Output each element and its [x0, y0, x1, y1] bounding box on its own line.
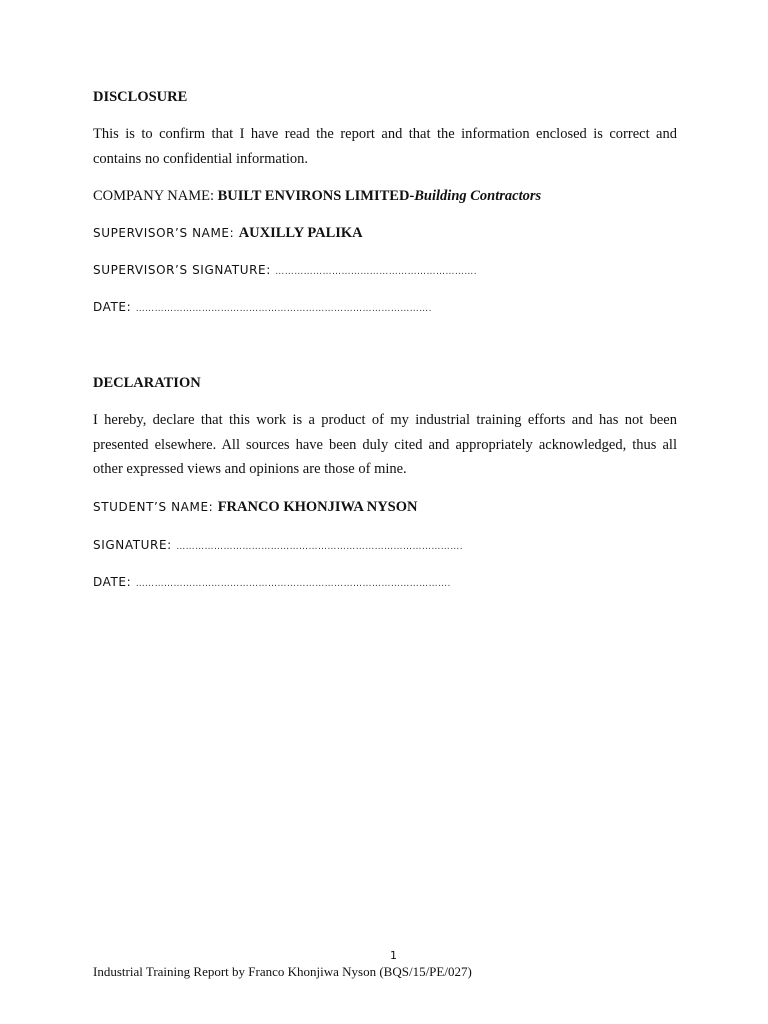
supervisor-name-label: SUPERVISOR’S NAME:: [93, 226, 239, 240]
company-name-value: BUILT ENVIRONS LIMITED-: [217, 188, 415, 204]
declaration-paragraph: I hereby, declare that this work is a product of my industrial training efforts and has not been presented elsewhere. All sources have been duly cited and appropriately acknowledged, thus all other expressed views and opinions are those of mine.: [93, 412, 677, 477]
signature-label: SIGNATURE:: [93, 538, 177, 552]
student-name-label: STUDENT’S NAME:: [93, 500, 218, 514]
disclosure-paragraph: This is to confirm that I have read the report and that the information enclosed is correct and contains no confidential information.: [93, 126, 677, 167]
disclosure-date-dots: ………………………………………………………………………………….: [135, 304, 432, 314]
student-name-value: FRANCO KHONJIWA NYSON: [217, 499, 418, 515]
declaration-heading: DECLARATION: [93, 375, 201, 391]
supervisor-signature-line: [93, 261, 477, 281]
student-name-line: [93, 498, 417, 516]
disclosure-heading: DISCLOSURE: [93, 89, 188, 105]
declaration-date-line: [93, 573, 451, 593]
declaration-date-label: DATE:: [93, 575, 136, 589]
supervisor-signature-dots: ……………………………………………………….: [275, 267, 478, 277]
company-type-value: Building Contractors: [414, 188, 542, 204]
supervisor-signature-label: SUPERVISOR’S SIGNATURE:: [93, 263, 276, 277]
disclosure-date-line: [93, 298, 432, 318]
company-name-line: [93, 187, 541, 205]
declaration-date-dots: ……………………………………………………………………………………….: [135, 579, 451, 589]
page-number: 1: [390, 949, 397, 962]
supervisor-name-line: [93, 224, 363, 242]
footer-text: Industrial Training Report by Franco Khonjiwa Nyson (BQS/15/PE/027): [93, 964, 472, 979]
signature-line: [93, 536, 463, 556]
signature-dots: ……………………………………………………………………………….: [176, 542, 464, 552]
disclosure-date-label: DATE:: [93, 300, 136, 314]
company-name-label: COMPANY NAME:: [93, 188, 218, 204]
supervisor-name-value: AUXILLY PALIKA: [238, 225, 363, 241]
